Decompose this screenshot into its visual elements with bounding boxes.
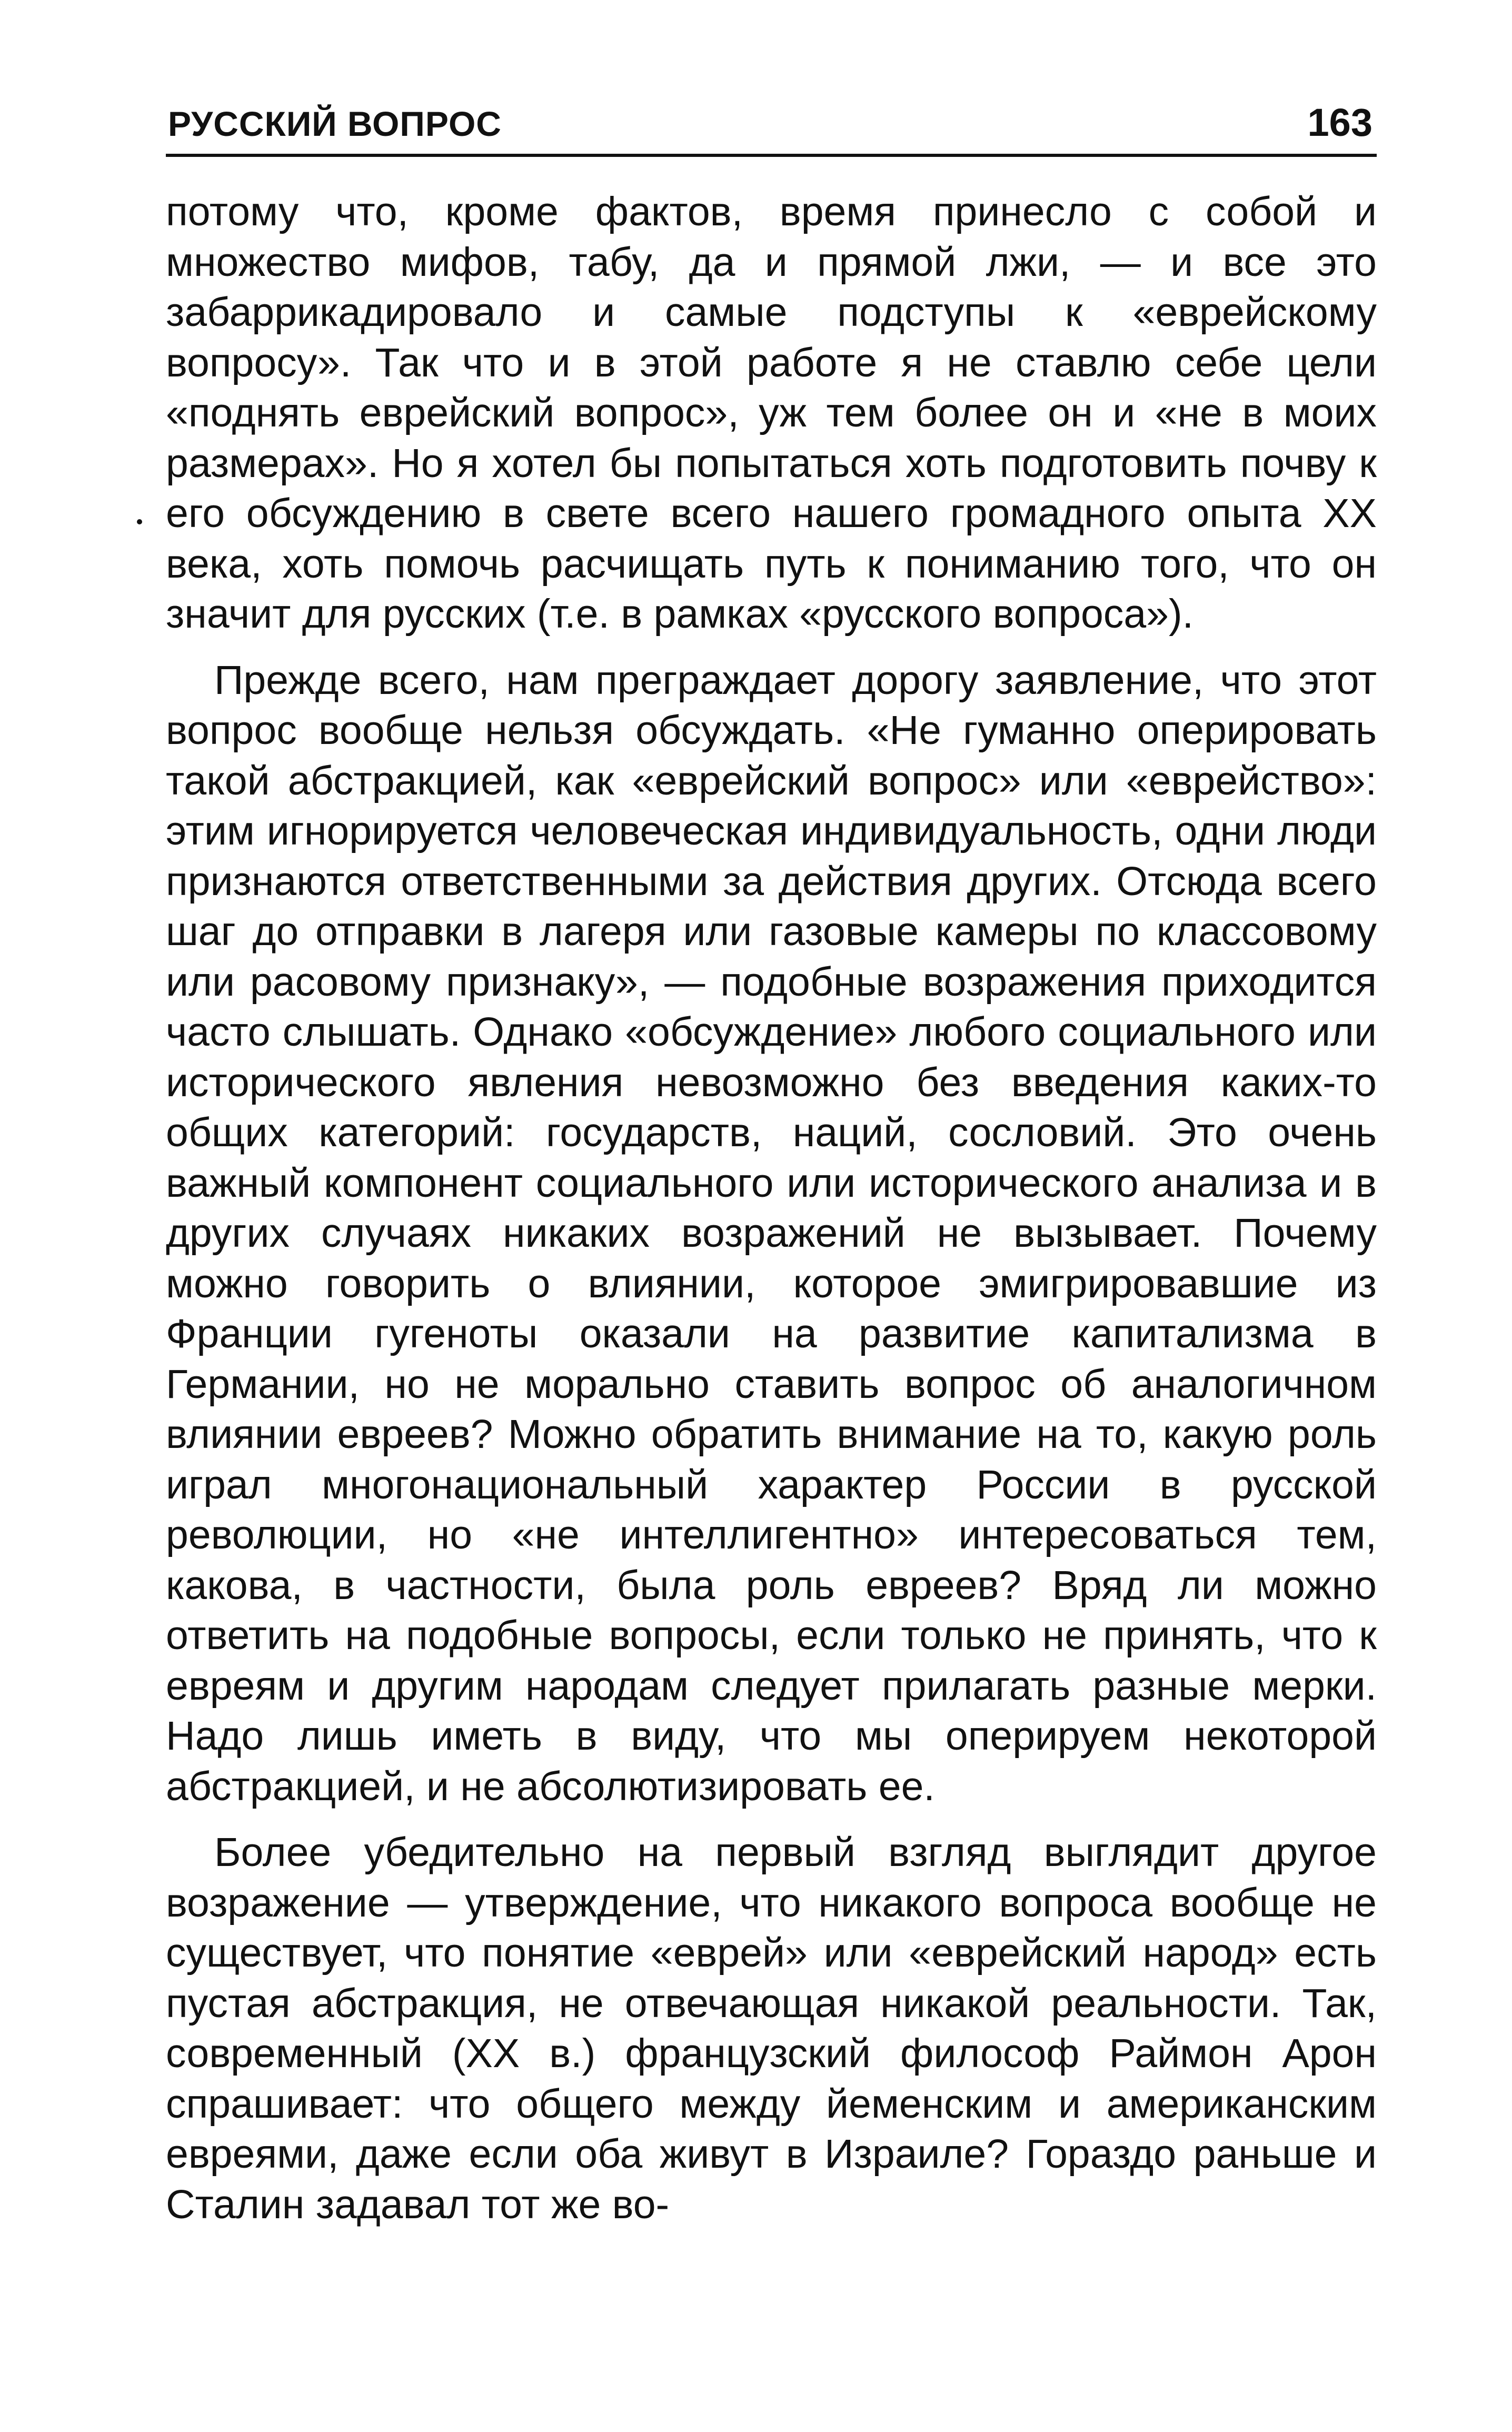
margin-dot-mark <box>137 519 142 524</box>
page-number: 163 <box>1307 101 1372 144</box>
page-header <box>166 98 1377 157</box>
paragraph-1: потому что, кроме фактов, время принесло с собой и множество мифов, табу, да и прямой лжи, — и все это забаррикадировало и самые подступы к «еврейскому вопросу». Так что и в этой работе я не ставлю себе цели «поднять еврейский вопрос», уж тем более он и «не в моих размерах». Но я хотел бы попытаться хоть подготовить почву к его обсуждению в свете всего нашего громадного опыта ХХ века, хоть помочь расчищать путь к пониманию того, что он значит для русских (т.е. в рамках «русского вопроса»). <box>166 189 1377 637</box>
body-text <box>166 187 1377 2230</box>
running-title: РУССКИЙ ВОПРОС <box>168 104 502 143</box>
paragraph-3: Более убедительно на первый взгляд выглядит другое возражение — утверждение, что никакого вопроса вообще не существует, что понятие «еврей» или «еврейский народ» есть пустая абстракция, не отвечающая никакой реальности. Так, современный (ХХ в.) французский философ Раймон Арон спрашивает: что общего между йеменским и американским евреями, даже если оба живут в Израиле? Гораздо раньше и Сталин задавал тот же во- <box>166 1830 1377 2227</box>
paragraph-2: Прежде всего, нам преграждает дорогу заявление, что этот вопрос вообще нельзя обсуждать. «Не гуманно оперировать такой абстракцией, как «еврейский вопрос» или «еврейство»: этим игнорируется человеческая индивидуальность, одни люди признаются ответственными за действия других. Отсюда всего шаг до отправки в лагеря или газовые камеры по классовому или расовому признаку», — подобные возражения приходится часто слышать. Однако «обсуждение» любого социального или исторического явления невозможно без введения каких-то общих категорий: государств, наций, сословий. Это очень важный компонент социального или исторического анализа и в других случаях никаких возражений не вызывает. Почему можно говорить о влиянии, которое эмигрировавшие из Франции гугеноты оказали на развитие капитализма в Германии, но не морально ставить вопрос об аналогичном влиянии евреев? Можно обратить внимание на то, какую роль играл многонациональный характер России в русской революции, но «не интеллигентно» интересоваться тем, какова, в частности, была роль евреев? Вряд ли можно ответить на подобные вопросы, если только не принять, что к евреям и другим народам следует прилагать разные мерки. Надо лишь иметь в виду, что мы оперируем некоторой абстракцией, и не абсолютизировать ее. <box>166 657 1377 1809</box>
